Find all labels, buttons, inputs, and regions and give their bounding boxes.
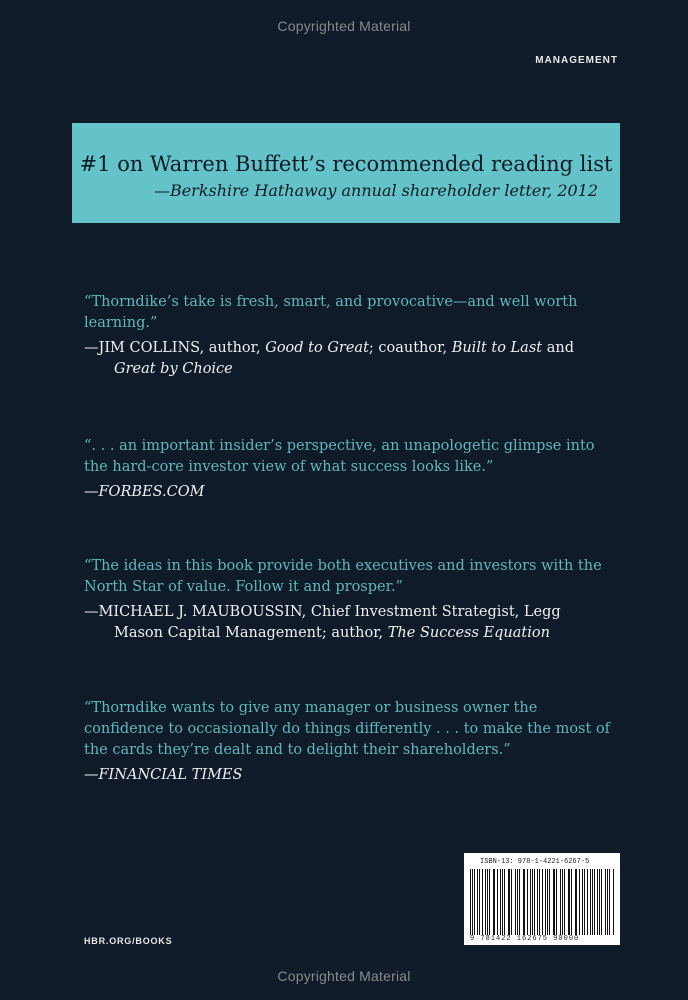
barcode-digits: 9 781422 162675 90000 bbox=[470, 935, 580, 943]
blurb-quote: “Thorndike’s take is fresh, smart, and provocative—and well worth learning.” bbox=[84, 294, 578, 331]
recommendation-banner bbox=[72, 123, 620, 223]
barcode-bar bbox=[539, 869, 540, 935]
barcode-bar bbox=[527, 869, 528, 935]
isbn-number: ISBN-13: 978-1-4221-6267-5 bbox=[480, 858, 590, 866]
barcode-bar bbox=[609, 869, 610, 935]
barcode-bar bbox=[497, 869, 498, 935]
barcode-bar bbox=[597, 869, 598, 935]
barcode-bar bbox=[553, 869, 554, 935]
barcode-bar bbox=[511, 869, 512, 935]
barcode-bar bbox=[537, 869, 538, 935]
blurb-forbes bbox=[84, 436, 614, 503]
barcode-bar bbox=[601, 869, 602, 935]
isbn-barcode bbox=[464, 853, 620, 945]
blurb-quote: “Thorndike wants to give any manager or business owner the confidence to occasionally do things differently . . . to make the most of the cards they’re dealt and to delight their shareholders.” bbox=[84, 700, 611, 758]
blurb-collins bbox=[84, 292, 614, 380]
barcode-bar bbox=[564, 869, 565, 935]
price-code: 90000 bbox=[553, 935, 580, 943]
barcode-bar bbox=[582, 869, 583, 935]
blurb-attribution: —FORBES.COM bbox=[84, 484, 205, 500]
category-label: MANAGEMENT bbox=[535, 55, 618, 66]
blurb-quote: “The ideas in this book provide both executives and investors with the North Star of value. Follow it and prosper.” bbox=[84, 558, 602, 595]
publisher-url: HBR.ORG/BOOKS bbox=[84, 936, 173, 946]
barcode-bar bbox=[479, 869, 480, 935]
barcode-bars bbox=[470, 869, 614, 935]
barcode-bar bbox=[571, 869, 572, 935]
blurb-attribution: —FINANCIAL TIMES bbox=[84, 767, 243, 783]
barcode-bar bbox=[493, 869, 494, 935]
blurb-mauboussin bbox=[84, 556, 614, 644]
barcode-bar bbox=[477, 869, 478, 935]
barcode-bar bbox=[504, 869, 505, 935]
barcode-bar bbox=[579, 869, 580, 935]
barcode-bar bbox=[613, 869, 614, 935]
barcode-bar bbox=[489, 869, 490, 935]
watermark-top: Copyrighted Material bbox=[277, 18, 411, 34]
barcode-bar bbox=[590, 869, 591, 935]
blurb-attribution: —JIM COLLINS, author, Good to Great; coauthor, Built to Last and Great by Choice bbox=[84, 340, 574, 377]
watermark-bottom: Copyrighted Material bbox=[277, 968, 411, 984]
blurb-attribution: —MICHAEL J. MAUBOUSSIN, Chief Investment Strategist, Legg Mason Capital Management; author, The Success Equation bbox=[84, 604, 561, 641]
blurb-financial-times bbox=[84, 698, 614, 786]
barcode-bar bbox=[560, 869, 561, 935]
banner-source: —Berkshire Hathaway annual shareholder letter, 2012 bbox=[153, 181, 599, 200]
banner-headline: #1 on Warren Buffett’s recommended reading list bbox=[79, 152, 613, 176]
barcode-bar bbox=[515, 869, 516, 935]
barcode-bar bbox=[547, 869, 548, 935]
blurb-quote: “. . . an important insider’s perspective, an unapologetic glimpse into the hard-core investor view of what success looks like.” bbox=[84, 438, 595, 475]
barcode-bar bbox=[519, 869, 520, 935]
barcode-bar bbox=[470, 869, 471, 935]
